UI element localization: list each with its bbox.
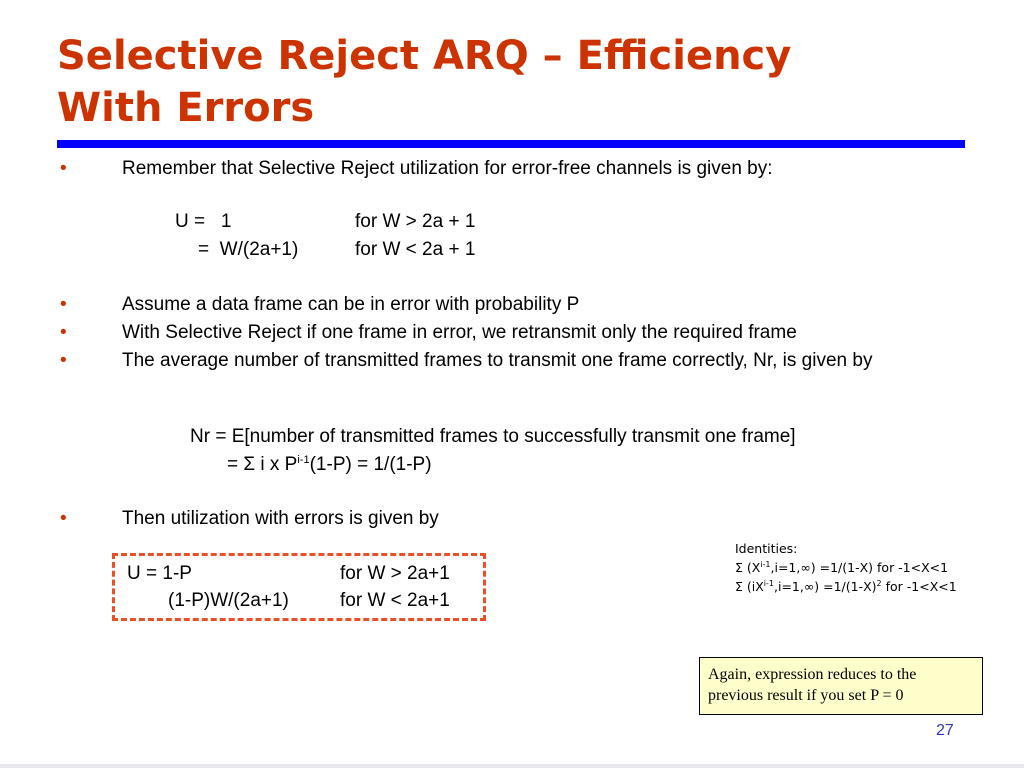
- formula-err-line2-cond: for W < 2a+1: [340, 590, 450, 611]
- identity-2-part-c: for -1<X<1: [881, 579, 957, 594]
- bullet-text: The average number of transmitted frames to transmit one frame correctly, Nr, is given by: [122, 350, 873, 371]
- formula-u-line1-cond: for W > 2a + 1: [355, 211, 476, 232]
- bullet-dot: •: [60, 294, 67, 315]
- identities-heading: Identities:: [735, 541, 798, 556]
- formula-err-line2-lhs: (1-P)W/(2a+1): [168, 590, 289, 611]
- formula-err-line1-cond: for W > 2a+1: [340, 563, 450, 584]
- bullet-text: With Selective Reject if one frame in error, we retransmit only the required frame: [122, 322, 797, 343]
- identity-2-square: 2: [876, 579, 882, 588]
- bullet-text: Then utilization with errors is given by: [122, 508, 439, 529]
- title-rule: [57, 140, 965, 148]
- bullet-dot: •: [60, 158, 67, 179]
- formula-nr-part-b: (1-P) = 1/(1-P): [309, 454, 432, 475]
- formula-u-line2-lhs: = W/(2a+1): [198, 239, 299, 260]
- identity-1: [735, 558, 957, 577]
- title-line-1: Selective Reject ARQ – Efficiency: [57, 33, 792, 79]
- formula-nr-exponent: i-1: [297, 454, 310, 466]
- bullet-dot: •: [60, 508, 67, 529]
- bullet-text: Assume a data frame can be in error with probability P: [122, 294, 580, 315]
- identity-1-exponent: i-1: [760, 560, 771, 569]
- formula-nr-line2: [227, 454, 432, 476]
- formula-nr-line1: Nr = E[number of transmitted frames to successfully transmit one frame]: [190, 426, 796, 447]
- identity-1-part-a: Σ (X: [735, 560, 761, 575]
- title-line-2: With Errors: [57, 85, 315, 131]
- formula-u-line1-lhs: U = 1: [175, 211, 232, 232]
- identity-2-part-a: Σ (iX: [735, 579, 764, 594]
- footer-line: [0, 764, 1024, 768]
- identity-2-part-b: ,i=1,∞) =1/(1-X): [774, 579, 877, 594]
- note-callout: Again, expression reduces to the previous result if you set P = 0: [699, 657, 983, 715]
- formula-nr-part-a: = Σ i x P: [227, 454, 298, 475]
- slide-title: [57, 30, 977, 134]
- identity-1-part-b: ,i=1,∞) =1/(1-X) for -1<X<1: [770, 560, 949, 575]
- identity-2: [735, 577, 957, 596]
- formula-err-line1-lhs: U = 1-P: [127, 563, 192, 584]
- bullet-text: Remember that Selective Reject utilization for error-free channels is given by:: [122, 158, 773, 179]
- formula-u-line2-cond: for W < 2a + 1: [355, 239, 476, 260]
- page-number: 27: [936, 722, 954, 739]
- identities-block: [735, 539, 957, 596]
- bullet-dot: •: [60, 322, 67, 343]
- identity-2-exponent: i-1: [763, 579, 774, 588]
- bullet-dot: •: [60, 350, 67, 371]
